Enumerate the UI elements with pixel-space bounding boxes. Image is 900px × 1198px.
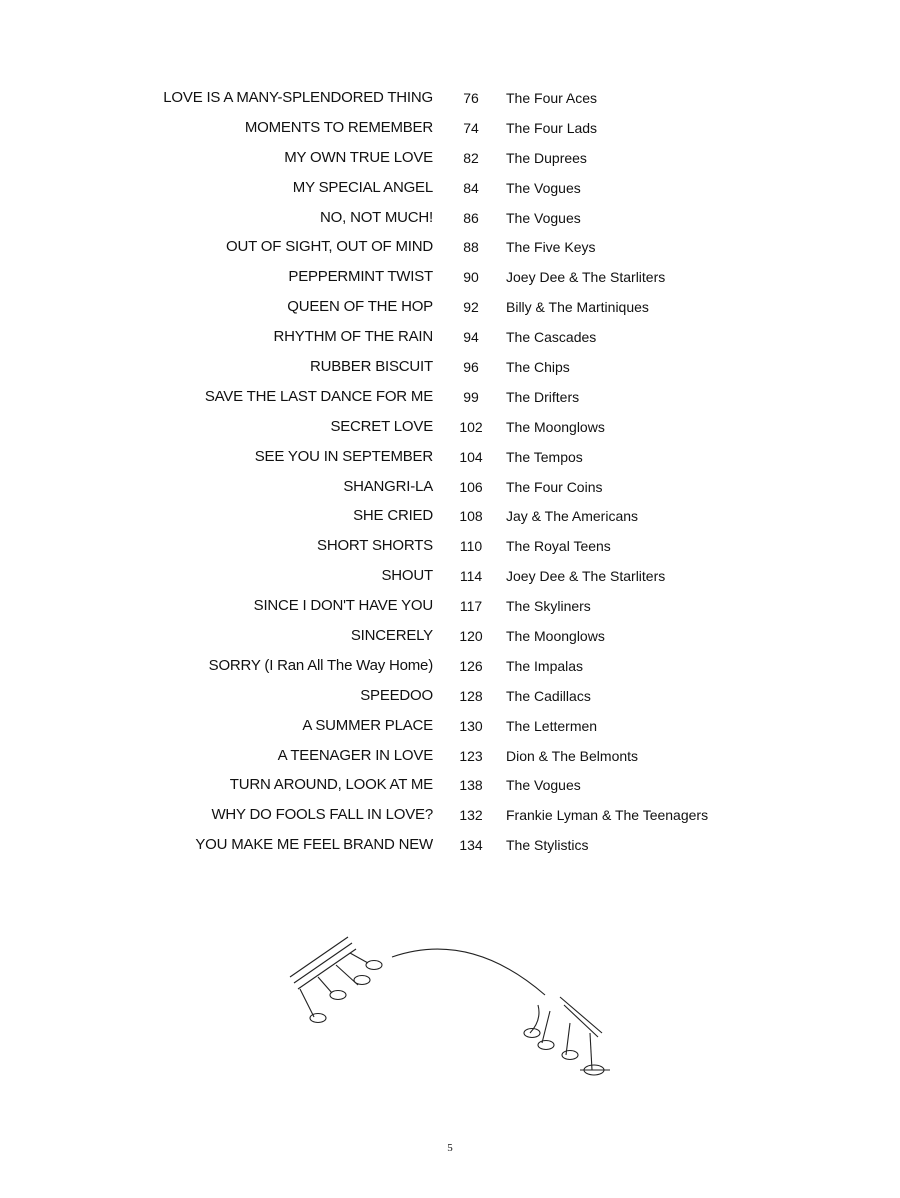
song-title: WHY DO FOOLS FALL IN LOVE? xyxy=(211,806,433,824)
artist-name: The Vogues xyxy=(506,209,581,226)
toc-row xyxy=(0,205,900,235)
toc-row xyxy=(0,264,900,294)
song-title: A SUMMER PLACE xyxy=(302,716,433,734)
song-title: SPEEDOO xyxy=(360,686,433,704)
toc-row xyxy=(0,145,900,175)
song-title: SAVE THE LAST DANCE FOR ME xyxy=(204,387,433,405)
song-title: SORRY (I Ran All The Way Home) xyxy=(208,656,433,674)
artist-name: The Cascades xyxy=(506,329,597,346)
song-title: SEE YOU IN SEPTEMBER xyxy=(254,447,433,465)
artist-name: Billy & The Martiniques xyxy=(506,299,649,316)
artist-name: Joey Dee & The Starliters xyxy=(506,568,666,585)
song-page-number: 132 xyxy=(459,807,483,824)
toc-row xyxy=(0,743,900,773)
song-title: MOMENTS TO REMEMBER xyxy=(244,118,433,136)
toc-row xyxy=(0,444,900,474)
song-title: TURN AROUND, LOOK AT ME xyxy=(229,776,433,794)
song-page-number: 94 xyxy=(463,329,479,346)
song-page-number: 74 xyxy=(463,119,479,136)
song-page-number: 134 xyxy=(459,837,483,854)
artist-name: The Moonglows xyxy=(506,418,605,435)
song-page-number: 104 xyxy=(459,448,483,465)
song-title: SHE CRIED xyxy=(353,507,433,525)
song-title: QUEEN OF THE HOP xyxy=(287,298,433,316)
song-title: SECRET LOVE xyxy=(330,417,433,435)
song-title: YOU MAKE ME FEEL BRAND NEW xyxy=(195,836,433,854)
song-page-number: 90 xyxy=(463,269,479,286)
song-page-number: 84 xyxy=(463,179,479,196)
toc-row xyxy=(0,772,900,802)
song-page-number: 110 xyxy=(459,538,483,555)
music-notes-icon xyxy=(280,925,620,1085)
toc-row xyxy=(0,503,900,533)
song-title: A TEENAGER IN LOVE xyxy=(277,746,433,764)
table-of-contents xyxy=(0,85,900,862)
page-number: 5 xyxy=(447,1142,453,1154)
song-page-number: 130 xyxy=(459,717,483,734)
song-page-number: 76 xyxy=(463,90,479,106)
toc-row xyxy=(0,713,900,743)
song-title: NO, NOT MUCH! xyxy=(320,208,433,226)
artist-name: The Four Lads xyxy=(506,119,598,136)
artist-name: The Chips xyxy=(506,359,570,376)
song-title: LOVE IS A MANY-SPLENDORED THING xyxy=(163,89,433,106)
song-page-number: 117 xyxy=(459,598,483,615)
artist-name: The Duprees xyxy=(506,149,587,166)
artist-name: The Impalas xyxy=(506,657,584,674)
artist-name: The Vogues xyxy=(506,179,581,196)
artist-name: The Lettermen xyxy=(506,717,598,734)
song-page-number: 128 xyxy=(459,687,483,704)
toc-row xyxy=(0,623,900,653)
artist-name: The Five Keys xyxy=(506,239,596,256)
song-page-number: 92 xyxy=(463,299,479,316)
toc-row xyxy=(0,533,900,563)
song-title: MY SPECIAL ANGEL xyxy=(292,178,433,196)
song-title: SINCE I DON'T HAVE YOU xyxy=(253,597,433,615)
artist-name: The Tempos xyxy=(506,448,583,465)
song-page-number: 99 xyxy=(463,388,479,405)
toc-row xyxy=(0,593,900,623)
artist-name: The Vogues xyxy=(506,777,581,794)
toc-row xyxy=(0,115,900,145)
toc-row xyxy=(0,354,900,384)
song-title: SHANGRI-LA xyxy=(343,477,433,495)
toc-row xyxy=(0,175,900,205)
artist-name: The Royal Teens xyxy=(506,538,611,555)
song-page-number: 88 xyxy=(463,239,479,256)
song-title: RUBBER BISCUIT xyxy=(309,358,433,376)
song-page-number: 106 xyxy=(459,478,483,495)
song-title: SINCERELY xyxy=(350,627,433,645)
artist-name: Frankie Lyman & The Teenagers xyxy=(506,807,709,824)
artist-name: The Stylistics xyxy=(506,837,589,854)
artist-name: The Moonglows xyxy=(506,628,605,645)
song-page-number: 86 xyxy=(463,209,479,226)
song-page-number: 138 xyxy=(459,777,483,794)
artist-name: The Four Coins xyxy=(506,478,603,495)
artist-name: Joey Dee & The Starliters xyxy=(506,269,666,286)
artist-name: The Four Aces xyxy=(506,90,598,106)
song-page-number: 123 xyxy=(459,747,483,764)
toc-row xyxy=(0,384,900,414)
toc-row xyxy=(0,414,900,444)
song-page-number: 114 xyxy=(459,568,483,585)
toc-row xyxy=(0,832,900,862)
toc-row xyxy=(0,474,900,504)
song-title: OUT OF SIGHT, OUT OF MIND xyxy=(226,238,433,256)
artist-name: Jay & The Americans xyxy=(506,508,639,525)
toc-row xyxy=(0,683,900,713)
artist-name: The Skyliners xyxy=(506,598,591,615)
toc-row xyxy=(0,563,900,593)
toc-row xyxy=(0,653,900,683)
toc-row xyxy=(0,85,900,115)
song-title: RHYTHM OF THE RAIN xyxy=(273,328,433,346)
song-title: MY OWN TRUE LOVE xyxy=(284,148,433,166)
song-page-number: 82 xyxy=(463,149,479,166)
song-page-number: 126 xyxy=(459,657,483,674)
artist-name: The Drifters xyxy=(506,388,580,405)
song-page-number: 96 xyxy=(463,359,479,376)
toc-row xyxy=(0,294,900,324)
song-page-number: 108 xyxy=(459,508,483,525)
toc-row xyxy=(0,802,900,832)
toc-row xyxy=(0,234,900,264)
song-page-number: 102 xyxy=(459,418,483,435)
song-page-number: 120 xyxy=(459,628,483,645)
artist-name: Dion & The Belmonts xyxy=(506,747,639,764)
artist-name: The Cadillacs xyxy=(506,687,591,704)
song-title: SHORT SHORTS xyxy=(317,537,433,555)
toc-row xyxy=(0,324,900,354)
song-title: PEPPERMINT TWIST xyxy=(288,268,433,286)
song-title: SHOUT xyxy=(381,567,433,585)
